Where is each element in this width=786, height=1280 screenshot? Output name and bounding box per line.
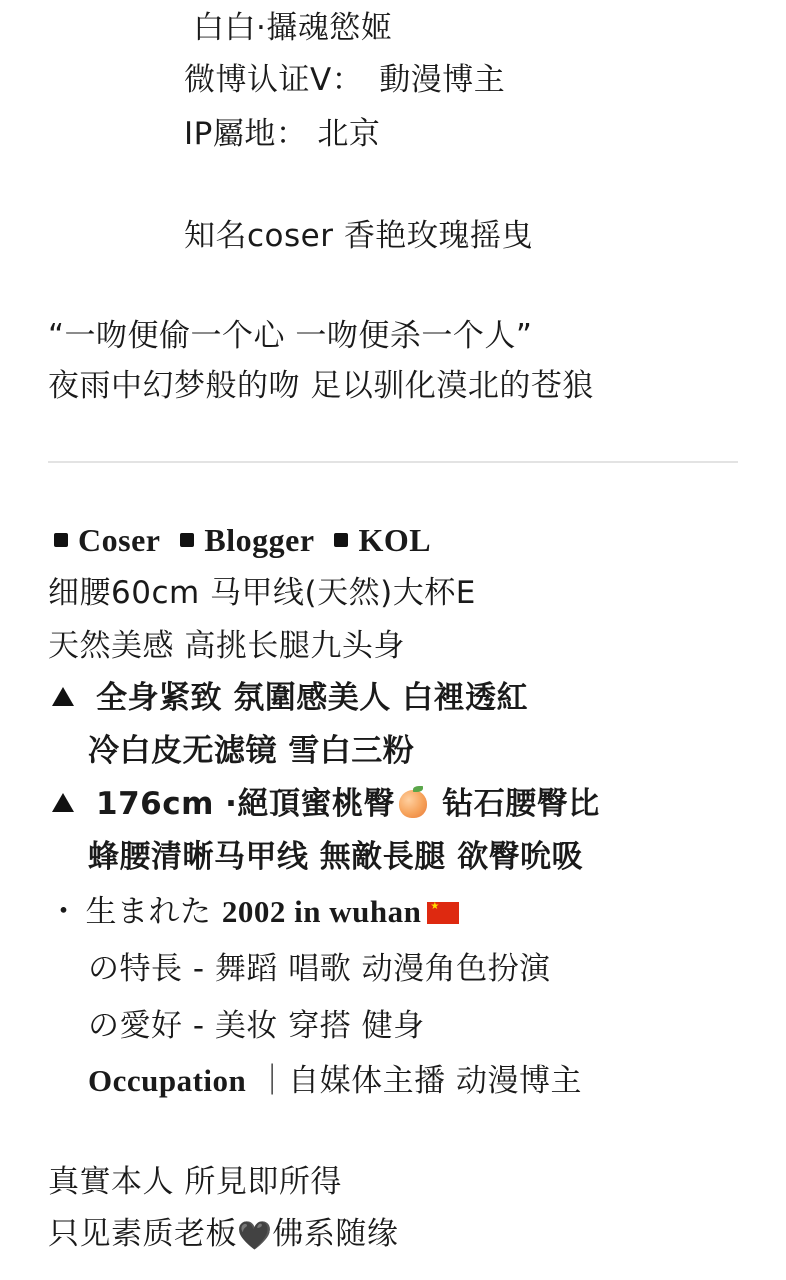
occupation-value: ｜自媒体主播 动漫博主	[246, 1063, 583, 1099]
tag-row	[48, 520, 431, 560]
tag-blogger: Blogger	[204, 522, 314, 558]
born-value: 2002 in wuhan	[221, 894, 422, 929]
bullet-2	[52, 784, 600, 824]
verification-value: 動漫博主	[379, 62, 506, 98]
born-line	[48, 892, 459, 932]
occupation-line	[88, 1061, 582, 1101]
bullet-2-after: 钻石腰臀比	[430, 786, 600, 822]
profile-name-text: 白白·攝魂慾姬	[193, 10, 393, 46]
verification-label: 微博认证V	[184, 62, 332, 98]
profile-name	[193, 8, 392, 48]
occupation-label: Occupation	[88, 1063, 247, 1098]
ip-sep: ：	[275, 116, 308, 152]
black-triangle-icon	[52, 687, 74, 706]
bullet-1-cont: 冷白皮无滤镜 雪白三粉	[88, 733, 415, 769]
bullet-1	[52, 678, 528, 718]
bullet-1-text: 全身紧致 氛圍感美人 白裡透紅	[96, 680, 529, 716]
intro-line: 知名coser 香艳玫瑰摇曳	[184, 218, 533, 254]
born-label: 生まれた	[85, 894, 222, 930]
black-square-icon	[180, 533, 194, 547]
born-dot: ・	[48, 894, 80, 930]
section-divider	[48, 461, 738, 463]
black-triangle-icon	[52, 793, 74, 812]
quote-line-2: 夜雨中幻梦般的吻 足以驯化漠北的苍狼	[48, 368, 594, 404]
peach-emoji-icon	[399, 790, 427, 818]
footer-line-1: 真實本人 所見即所得	[48, 1164, 342, 1200]
footer-line-2-a: 只见素质老板	[48, 1216, 237, 1252]
black-heart-icon: 🖤	[237, 1219, 273, 1252]
ip-location-line	[184, 114, 380, 154]
ip-label: IP屬地	[184, 116, 276, 152]
hobbies-line: の愛好 - 美妆 穿搭 健身	[88, 1008, 425, 1044]
body-line-2: 天然美感 高挑长腿九头身	[48, 628, 405, 664]
verification-sep: ：	[331, 62, 364, 98]
bullet-2-cont: 蜂腰清晰马甲线 無敵長腿 欲臀吮吸	[88, 839, 584, 875]
body-line-1: 细腰60cm 马甲线(天然)大杯E	[48, 575, 476, 611]
height-value: 176cm	[96, 786, 214, 822]
black-square-icon	[54, 533, 68, 547]
bullet-2-text: ·絕頂蜜桃臀	[213, 786, 395, 822]
ip-value: 北京	[317, 116, 381, 152]
tag-kol: KOL	[358, 522, 432, 558]
china-flag-icon	[427, 902, 459, 924]
tag-coser: Coser	[78, 522, 160, 558]
footer-line-2-b: 佛系随缘	[272, 1216, 399, 1252]
verification-line	[184, 60, 505, 100]
black-square-icon	[334, 533, 348, 547]
footer-line-2	[48, 1214, 398, 1256]
skills-line: の特長 - 舞蹈 唱歌 动漫角色扮演	[88, 951, 551, 987]
quote-line-1: “一吻便偷一个心 一吻便杀一个人”	[48, 318, 533, 354]
